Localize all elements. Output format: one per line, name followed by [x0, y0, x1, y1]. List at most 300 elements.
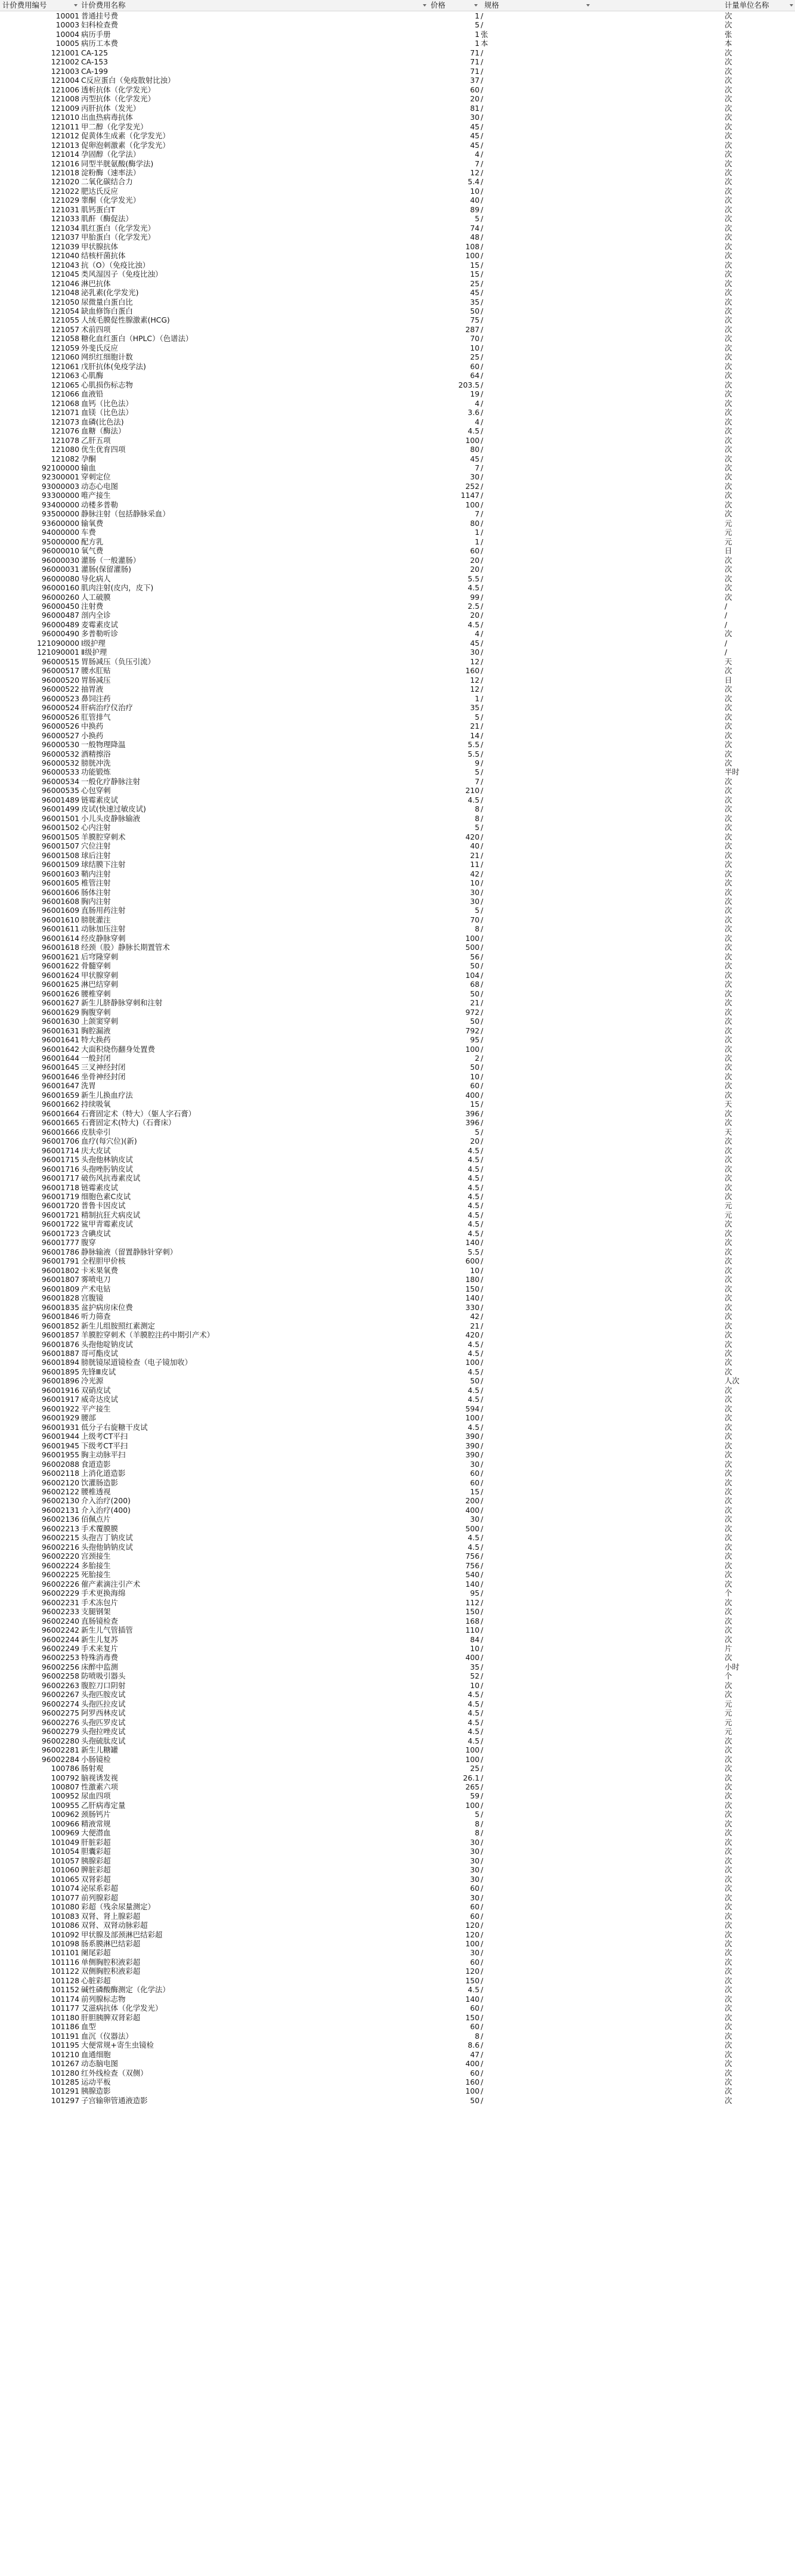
table-row[interactable] — [0, 1192, 795, 1201]
table-row[interactable] — [0, 1367, 795, 1376]
table-row[interactable] — [0, 713, 795, 722]
table-row[interactable] — [0, 362, 795, 371]
table-row[interactable] — [0, 943, 795, 952]
table-row[interactable] — [0, 168, 795, 177]
table-row[interactable] — [0, 694, 795, 703]
table-row[interactable] — [0, 556, 795, 565]
table-row[interactable] — [0, 1727, 795, 1736]
table-row[interactable] — [0, 1985, 795, 1994]
filter-dropdown-icon[interactable] — [73, 3, 78, 8]
row-spec: / — [481, 186, 484, 196]
table-row[interactable] — [0, 666, 795, 675]
row-spec: / — [481, 223, 484, 233]
table-row[interactable] — [0, 1543, 795, 1552]
table-row[interactable] — [0, 1128, 795, 1137]
table-row[interactable] — [0, 620, 795, 629]
table-row[interactable] — [0, 399, 795, 408]
table-row[interactable] — [0, 1524, 795, 1533]
table-row[interactable] — [0, 306, 795, 315]
table-row[interactable] — [0, 1423, 795, 1432]
table-row[interactable] — [0, 980, 795, 989]
table-row[interactable] — [0, 878, 795, 887]
column-header-unit[interactable] — [725, 0, 795, 11]
table-row[interactable] — [0, 537, 795, 546]
table-row[interactable] — [0, 187, 795, 196]
table-row[interactable] — [0, 1819, 795, 1828]
row-price: 600 — [465, 1256, 480, 1266]
table-row[interactable] — [0, 104, 795, 113]
table-row[interactable] — [0, 639, 795, 648]
table-row[interactable] — [0, 242, 795, 251]
table-row[interactable] — [0, 1026, 795, 1035]
table-row[interactable] — [0, 482, 795, 491]
table-row[interactable] — [0, 1506, 795, 1515]
table-row[interactable] — [0, 76, 795, 85]
table-row[interactable] — [0, 30, 795, 39]
table-row[interactable] — [0, 196, 795, 205]
table-row[interactable] — [0, 593, 795, 602]
table-row[interactable] — [0, 2050, 795, 2059]
table-row[interactable] — [0, 1838, 795, 1847]
row-name: 淋巴抗体 — [81, 278, 111, 288]
table-row[interactable] — [0, 1552, 795, 1561]
row-name: 盆护病房床位费 — [81, 1302, 133, 1312]
table-row[interactable] — [0, 1736, 795, 1745]
table-row[interactable] — [0, 795, 795, 804]
table-row[interactable] — [0, 1865, 795, 1874]
table-row[interactable] — [0, 426, 795, 435]
row-name: 睾酮（化学发光） — [81, 196, 141, 205]
table-row[interactable] — [0, 39, 795, 48]
table-row[interactable] — [0, 57, 795, 66]
table-row[interactable] — [0, 334, 795, 343]
table-row[interactable] — [0, 2041, 795, 2049]
table-row[interactable] — [0, 279, 795, 288]
table-row[interactable] — [0, 1617, 795, 1626]
table-row[interactable] — [0, 1976, 795, 1985]
table-row[interactable] — [0, 1137, 795, 1145]
table-row[interactable] — [0, 786, 795, 795]
row-price: 20 — [470, 555, 480, 565]
table-row[interactable] — [0, 1496, 795, 1505]
table-row[interactable] — [0, 906, 795, 915]
table-row[interactable] — [0, 998, 795, 1007]
table-row[interactable] — [0, 1718, 795, 1727]
table-row[interactable] — [0, 1708, 795, 1717]
table-row[interactable] — [0, 583, 795, 592]
table-row[interactable] — [0, 989, 795, 998]
table-row[interactable] — [0, 1487, 795, 1496]
table-row[interactable] — [0, 1386, 795, 1395]
table-row[interactable] — [0, 233, 795, 242]
table-row[interactable] — [0, 2022, 795, 2031]
table-row[interactable] — [0, 1791, 795, 1800]
table-row[interactable] — [0, 1561, 795, 1570]
table-row[interactable] — [0, 1995, 795, 2004]
table-row[interactable] — [0, 1266, 795, 1275]
table-row[interactable] — [0, 685, 795, 693]
row-spec: / — [481, 2031, 484, 2041]
table-row[interactable] — [0, 1460, 795, 1469]
table-row[interactable] — [0, 1174, 795, 1182]
row-spec: / — [481, 445, 484, 454]
row-name: 心肌酶 — [81, 371, 104, 380]
table-row[interactable] — [0, 436, 795, 445]
table-row[interactable] — [0, 1810, 795, 1819]
table-row[interactable] — [0, 1635, 795, 1644]
table-row[interactable] — [0, 141, 795, 150]
table-row[interactable] — [0, 1570, 795, 1579]
filter-dropdown-icon[interactable] — [586, 3, 590, 8]
table-row[interactable] — [0, 934, 795, 943]
column-header-name[interactable] — [81, 0, 428, 11]
table-row[interactable] — [0, 1091, 795, 1100]
row-price: 756 — [465, 1552, 480, 1561]
table-row[interactable] — [0, 1589, 795, 1597]
row-name: 前列腺彩超 — [81, 1893, 118, 1902]
row-name: 血通细胞 — [81, 2049, 111, 2059]
table-row[interactable] — [0, 463, 795, 472]
table-row[interactable] — [0, 445, 795, 454]
table-row[interactable] — [0, 1967, 795, 1976]
table-row[interactable] — [0, 298, 795, 306]
table-row[interactable] — [0, 629, 795, 638]
row-spec: / — [481, 1174, 484, 1183]
table-row[interactable] — [0, 1045, 795, 1054]
table-row[interactable] — [0, 408, 795, 417]
table-row[interactable] — [0, 1958, 795, 1967]
table-row[interactable] — [0, 325, 795, 334]
table-row[interactable] — [0, 1644, 795, 1653]
row-name: 先锋Ⅲ皮试 — [81, 1367, 116, 1376]
table-row[interactable] — [0, 85, 795, 94]
row-spec: / — [481, 1265, 484, 1275]
table-row[interactable] — [0, 1413, 795, 1422]
row-spec: / — [481, 813, 484, 823]
table-row[interactable] — [0, 851, 795, 860]
table-row[interactable] — [0, 703, 795, 712]
table-row[interactable] — [0, 1884, 795, 1893]
row-spec: / — [481, 1118, 484, 1128]
table-row[interactable] — [0, 20, 795, 29]
table-row[interactable] — [0, 1256, 795, 1265]
table-row[interactable] — [0, 1828, 795, 1837]
table-row[interactable] — [0, 1626, 795, 1634]
table-row[interactable] — [0, 1303, 795, 1312]
table-row[interactable] — [0, 915, 795, 924]
table-row[interactable] — [0, 67, 795, 76]
filter-dropdown-icon[interactable] — [474, 3, 478, 8]
table-row[interactable] — [0, 380, 795, 389]
table-row[interactable] — [0, 2059, 795, 2068]
table-row[interactable] — [0, 841, 795, 850]
table-row[interactable] — [0, 11, 795, 20]
table-row[interactable] — [0, 2077, 795, 2086]
table-row[interactable] — [0, 205, 795, 214]
table-row[interactable] — [0, 417, 795, 426]
table-row[interactable] — [0, 657, 795, 666]
row-price: 42 — [470, 1312, 480, 1321]
table-row[interactable] — [0, 952, 795, 961]
table-row[interactable] — [0, 1017, 795, 1026]
row-price: 140 — [465, 1293, 480, 1303]
table-row[interactable] — [0, 1607, 795, 1616]
table-row[interactable] — [0, 1432, 795, 1441]
table-row[interactable] — [0, 1764, 795, 1773]
table-row[interactable] — [0, 1801, 795, 1810]
table-row[interactable] — [0, 1939, 795, 1948]
table-row[interactable] — [0, 1321, 795, 1330]
table-row[interactable] — [0, 131, 795, 140]
table-row[interactable] — [0, 2032, 795, 2041]
table-row[interactable] — [0, 1349, 795, 1358]
table-row[interactable] — [0, 1358, 795, 1367]
row-name: 宫腹镜 — [81, 1293, 104, 1303]
table-row[interactable] — [0, 1118, 795, 1127]
row-spec: / — [481, 776, 484, 786]
table-row[interactable] — [0, 869, 795, 878]
table-row[interactable] — [0, 1921, 795, 1930]
table-row[interactable] — [0, 1690, 795, 1699]
table-row[interactable] — [0, 1072, 795, 1081]
row-price: 420 — [465, 1330, 480, 1340]
table-row[interactable] — [0, 750, 795, 758]
row-unit: 次 — [725, 786, 732, 795]
table-row[interactable] — [0, 1902, 795, 1911]
table-row[interactable] — [0, 574, 795, 583]
table-row[interactable] — [0, 371, 795, 380]
table-row[interactable] — [0, 1948, 795, 1957]
row-code: 96001714 — [41, 1145, 79, 1155]
row-price: 5 — [475, 906, 480, 915]
table-row[interactable] — [0, 602, 795, 611]
row-name: 肝胆胰脾双肾彩超 — [81, 2012, 141, 2022]
table-row[interactable] — [0, 1450, 795, 1459]
row-unit: 人次 — [725, 1376, 740, 1386]
table-row[interactable] — [0, 214, 795, 223]
table-row[interactable] — [0, 1395, 795, 1404]
filter-dropdown-icon[interactable] — [789, 3, 794, 8]
table-row[interactable] — [0, 888, 795, 897]
row-name: 灌肠（一般灌肠） — [81, 555, 141, 565]
table-row[interactable] — [0, 224, 795, 233]
table-row[interactable] — [0, 1681, 795, 1690]
table-row[interactable] — [0, 1699, 795, 1708]
table-row[interactable] — [0, 1312, 795, 1321]
table-row[interactable] — [0, 288, 795, 297]
table-row[interactable] — [0, 860, 795, 869]
table-row[interactable] — [0, 1293, 795, 1302]
row-code: 96001609 — [41, 906, 79, 915]
table-row[interactable] — [0, 1284, 795, 1293]
row-name: 阿罗西林皮试 — [81, 1708, 126, 1718]
table-row[interactable] — [0, 777, 795, 786]
table-row[interactable] — [0, 491, 795, 500]
row-unit: 次 — [725, 989, 732, 998]
table-row[interactable] — [0, 767, 795, 776]
table-row[interactable] — [0, 971, 795, 980]
column-header-code[interactable] — [0, 0, 79, 11]
table-row[interactable] — [0, 1893, 795, 1902]
table-row[interactable] — [0, 1653, 795, 1662]
table-row[interactable] — [0, 676, 795, 685]
table-row[interactable] — [0, 1109, 795, 1118]
table-row[interactable] — [0, 1755, 795, 1764]
table-row[interactable] — [0, 1773, 795, 1782]
row-spec: / — [481, 1745, 484, 1755]
row-unit: 次 — [725, 1090, 732, 1100]
table-row[interactable] — [0, 1847, 795, 1856]
table-row[interactable] — [0, 528, 795, 537]
table-row[interactable] — [0, 94, 795, 103]
table-row[interactable] — [0, 832, 795, 841]
table-row[interactable] — [0, 150, 795, 159]
table-row[interactable] — [0, 159, 795, 168]
table-row[interactable] — [0, 1533, 795, 1542]
table-row[interactable] — [0, 924, 795, 933]
table-row[interactable] — [0, 343, 795, 352]
table-row[interactable] — [0, 1515, 795, 1524]
table-row[interactable] — [0, 814, 795, 823]
table-row[interactable] — [0, 1340, 795, 1349]
table-row[interactable] — [0, 897, 795, 906]
table-row[interactable] — [0, 122, 795, 131]
table-row[interactable] — [0, 1219, 795, 1228]
table-row[interactable] — [0, 1662, 795, 1671]
table-row[interactable] — [0, 251, 795, 260]
row-price: 25 — [470, 278, 480, 288]
table-row[interactable] — [0, 113, 795, 122]
table-row[interactable] — [0, 2013, 795, 2022]
table-row[interactable] — [0, 565, 795, 574]
table-row[interactable] — [0, 1165, 795, 1174]
row-spec: / — [481, 2004, 484, 2013]
table-row[interactable] — [0, 472, 795, 481]
table-row[interactable] — [0, 1441, 795, 1450]
row-code: 96001606 — [41, 887, 79, 897]
row-spec: / — [481, 804, 484, 814]
table-row[interactable] — [0, 1155, 795, 1164]
table-row[interactable] — [0, 1875, 795, 1884]
table-row[interactable] — [0, 1238, 795, 1247]
table-row[interactable] — [0, 823, 795, 832]
row-code: 96001508 — [41, 850, 79, 860]
table-row[interactable] — [0, 1330, 795, 1339]
row-unit: 次 — [725, 1053, 732, 1063]
table-row[interactable] — [0, 48, 795, 57]
table-row[interactable] — [0, 509, 795, 518]
table-row[interactable] — [0, 261, 795, 270]
table-row[interactable] — [0, 2096, 795, 2105]
table-row[interactable] — [0, 1063, 795, 1072]
table-row[interactable] — [0, 315, 795, 324]
table-row[interactable] — [0, 1469, 795, 1478]
table-row[interactable] — [0, 177, 795, 186]
filter-dropdown-icon[interactable] — [422, 3, 427, 8]
row-name: 石膏固定术(特大)（石膏床） — [81, 1118, 176, 1128]
table-row[interactable] — [0, 1856, 795, 1865]
table-row[interactable] — [0, 961, 795, 970]
row-unit: 次 — [725, 214, 732, 224]
row-code: 121012 — [51, 131, 79, 141]
table-row[interactable] — [0, 270, 795, 278]
table-row[interactable] — [0, 352, 795, 361]
row-name: 病历手册 — [81, 29, 111, 39]
table-row[interactable] — [0, 1930, 795, 1939]
table-row[interactable] — [0, 1035, 795, 1044]
table-row[interactable] — [0, 1054, 795, 1063]
table-row[interactable] — [0, 1247, 795, 1256]
table-row[interactable] — [0, 804, 795, 813]
row-unit: 次 — [725, 196, 732, 205]
table-row[interactable] — [0, 1782, 795, 1791]
row-unit: 次 — [725, 1893, 732, 1902]
row-name: 膀胱冲洗 — [81, 758, 111, 767]
table-row[interactable] — [0, 500, 795, 509]
table-row[interactable] — [0, 1008, 795, 1017]
table-row[interactable] — [0, 1146, 795, 1155]
row-name: 血钙（比色法） — [81, 398, 133, 408]
row-name: 红外线检查（双侧） — [81, 2068, 148, 2077]
row-unit: 次 — [725, 1939, 732, 1948]
table-row[interactable] — [0, 1100, 795, 1109]
table-row[interactable] — [0, 740, 795, 749]
table-row[interactable] — [0, 1275, 795, 1284]
table-row[interactable] — [0, 1745, 795, 1754]
table-row[interactable] — [0, 519, 795, 528]
row-name: 脾脏彩超 — [81, 1865, 111, 1875]
row-name: 出血热病毒抗体 — [81, 113, 133, 122]
row-code: 96002240 — [41, 1616, 79, 1626]
table-body — [0, 11, 795, 2105]
column-header-spec[interactable] — [484, 0, 592, 11]
row-unit: 次 — [725, 140, 732, 150]
table-row[interactable] — [0, 758, 795, 767]
table-row[interactable] — [0, 2086, 795, 2095]
table-row[interactable] — [0, 1404, 795, 1413]
row-unit: 次 — [725, 952, 732, 961]
row-code: 96001721 — [41, 1210, 79, 1219]
table-row[interactable] — [0, 546, 795, 555]
table-row[interactable] — [0, 1229, 795, 1238]
row-name: 含碘皮试 — [81, 1228, 111, 1238]
table-row[interactable] — [0, 1671, 795, 1680]
table-row[interactable] — [0, 1183, 795, 1192]
table-row[interactable] — [0, 1376, 795, 1385]
table-row[interactable] — [0, 389, 795, 398]
table-row[interactable] — [0, 1081, 795, 1090]
row-price: 30 — [470, 472, 480, 482]
row-unit: 半时 — [725, 767, 740, 777]
table-row[interactable] — [0, 454, 795, 463]
table-row[interactable] — [0, 722, 795, 730]
table-row[interactable] — [0, 1478, 795, 1487]
table-row[interactable] — [0, 731, 795, 740]
table-row[interactable] — [0, 1210, 795, 1219]
table-row[interactable] — [0, 1580, 795, 1589]
row-price: 972 — [465, 1007, 480, 1017]
table-row[interactable] — [0, 648, 795, 657]
table-row[interactable] — [0, 2004, 795, 2012]
table-row[interactable] — [0, 1201, 795, 1210]
column-header-price[interactable] — [428, 0, 480, 11]
table-row[interactable] — [0, 1598, 795, 1607]
table-row[interactable] — [0, 611, 795, 620]
row-price: 71 — [470, 48, 480, 57]
table-row[interactable] — [0, 2069, 795, 2077]
table-row[interactable] — [0, 1912, 795, 1921]
row-code: 96001807 — [41, 1275, 79, 1284]
